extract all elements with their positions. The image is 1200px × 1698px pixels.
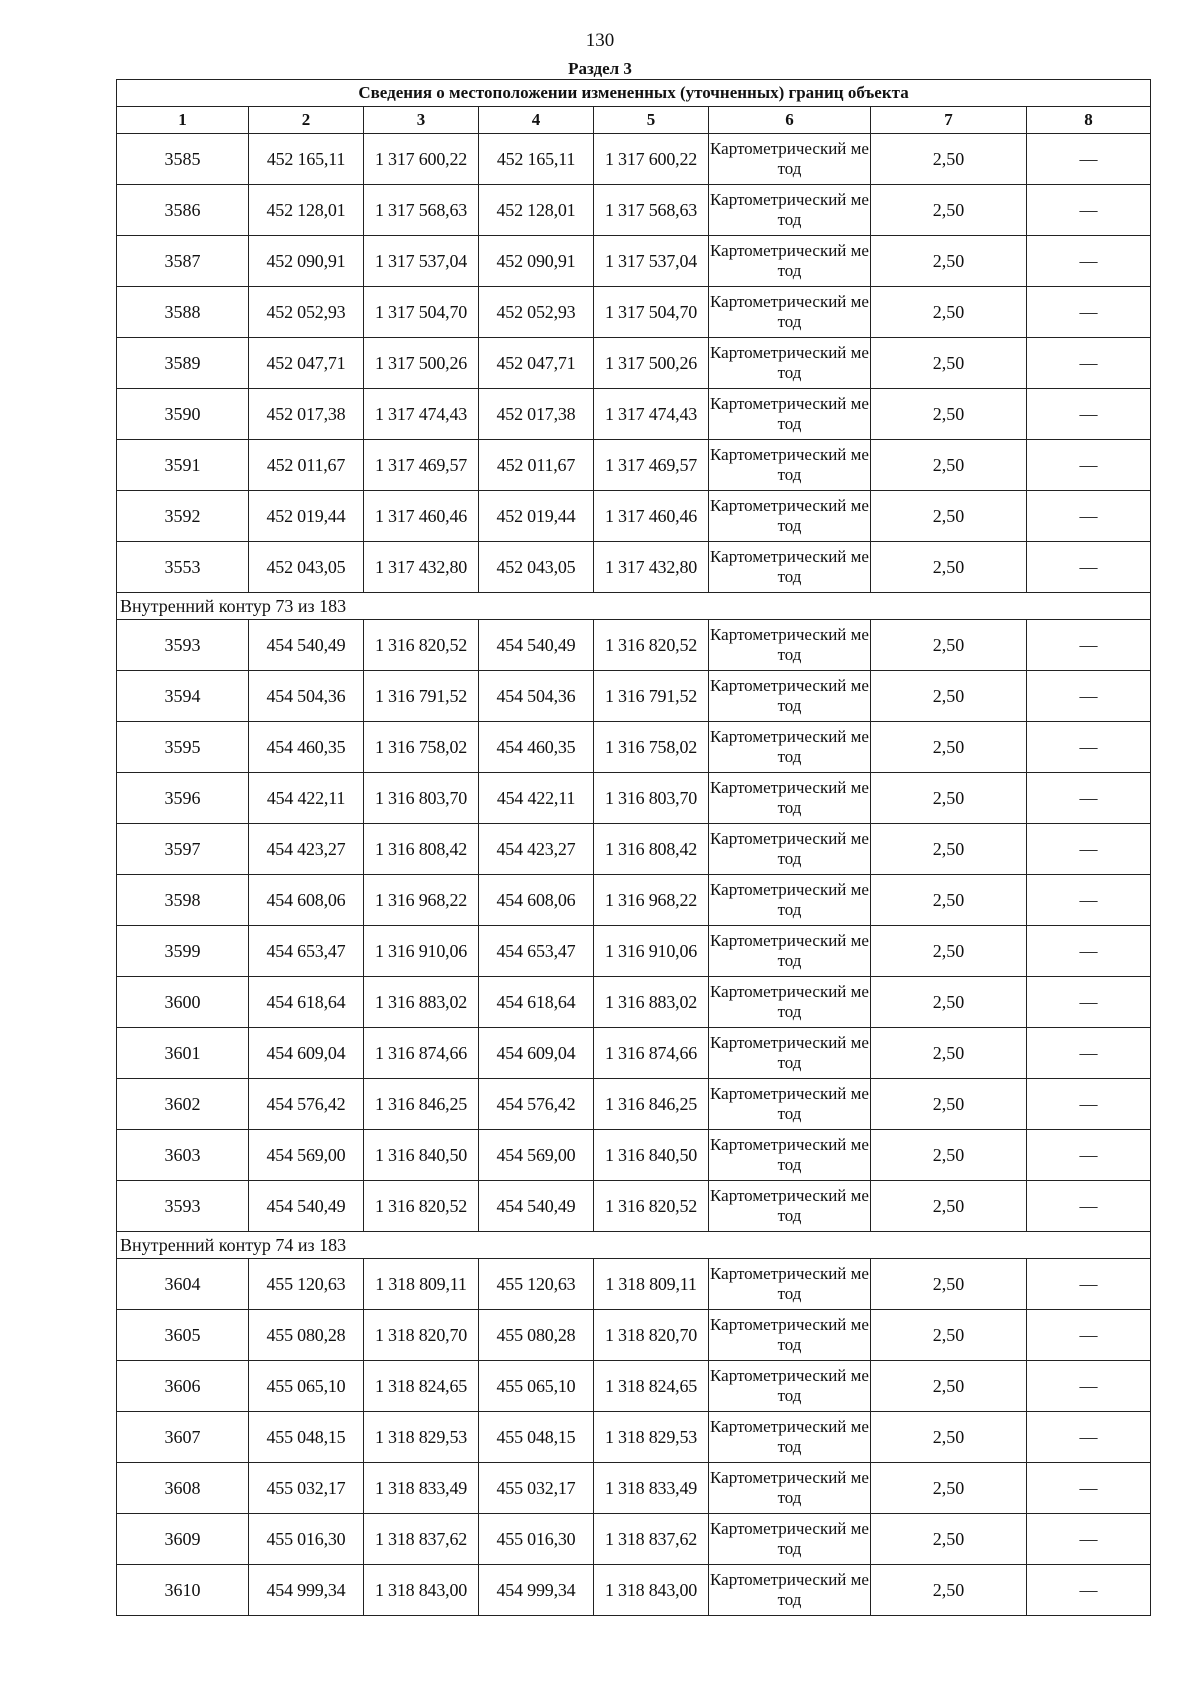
accuracy: 2,50 bbox=[871, 491, 1027, 542]
x-coordinate-new: 454 608,06 bbox=[479, 875, 594, 926]
point-number: 3586 bbox=[117, 185, 249, 236]
y-coordinate-existing: 1 317 537,04 bbox=[364, 236, 479, 287]
point-number: 3605 bbox=[117, 1310, 249, 1361]
x-coordinate-existing: 452 165,11 bbox=[249, 134, 364, 185]
x-coordinate-new: 454 609,04 bbox=[479, 1028, 594, 1079]
x-coordinate-new: 454 569,00 bbox=[479, 1130, 594, 1181]
table-row bbox=[117, 824, 1151, 875]
column-number-6: 6 bbox=[709, 107, 871, 134]
page-number: 130 bbox=[585, 30, 615, 51]
table-row bbox=[117, 926, 1151, 977]
point-number: 3592 bbox=[117, 491, 249, 542]
x-coordinate-new: 455 120,63 bbox=[479, 1259, 594, 1310]
description: — bbox=[1027, 1181, 1151, 1232]
table-row bbox=[117, 977, 1151, 1028]
point-number: 3593 bbox=[117, 620, 249, 671]
accuracy: 2,50 bbox=[871, 1310, 1027, 1361]
y-coordinate-new: 1 316 910,06 bbox=[594, 926, 709, 977]
determination-method: Картометрический метод bbox=[709, 1361, 871, 1412]
determination-method: Картометрический метод bbox=[709, 620, 871, 671]
y-coordinate-new: 1 316 840,50 bbox=[594, 1130, 709, 1181]
x-coordinate-new: 454 576,42 bbox=[479, 1079, 594, 1130]
accuracy: 2,50 bbox=[871, 1514, 1027, 1565]
y-coordinate-existing: 1 316 803,70 bbox=[364, 773, 479, 824]
table-row bbox=[117, 1079, 1151, 1130]
table-row bbox=[117, 542, 1151, 593]
x-coordinate-new: 454 504,36 bbox=[479, 671, 594, 722]
column-number-7: 7 bbox=[871, 107, 1027, 134]
accuracy: 2,50 bbox=[871, 1565, 1027, 1616]
x-coordinate-existing: 455 120,63 bbox=[249, 1259, 364, 1310]
accuracy: 2,50 bbox=[871, 671, 1027, 722]
description: — bbox=[1027, 389, 1151, 440]
x-coordinate-existing: 452 090,91 bbox=[249, 236, 364, 287]
x-coordinate-new: 452 128,01 bbox=[479, 185, 594, 236]
x-coordinate-new: 452 052,93 bbox=[479, 287, 594, 338]
accuracy: 2,50 bbox=[871, 236, 1027, 287]
description: — bbox=[1027, 1412, 1151, 1463]
y-coordinate-existing: 1 316 968,22 bbox=[364, 875, 479, 926]
x-coordinate-new: 454 540,49 bbox=[479, 1181, 594, 1232]
determination-method: Картометрический метод bbox=[709, 1130, 871, 1181]
contour-heading: Внутренний контур 73 из 183 bbox=[117, 593, 1151, 620]
accuracy: 2,50 bbox=[871, 1181, 1027, 1232]
determination-method: Картометрический метод bbox=[709, 491, 871, 542]
x-coordinate-existing: 454 540,49 bbox=[249, 1181, 364, 1232]
x-coordinate-existing: 455 080,28 bbox=[249, 1310, 364, 1361]
x-coordinate-new: 452 019,44 bbox=[479, 491, 594, 542]
y-coordinate-new: 1 317 537,04 bbox=[594, 236, 709, 287]
accuracy: 2,50 bbox=[871, 287, 1027, 338]
accuracy: 2,50 bbox=[871, 1079, 1027, 1130]
table-row bbox=[117, 338, 1151, 389]
y-coordinate-existing: 1 317 500,26 bbox=[364, 338, 479, 389]
contour-heading: Внутренний контур 74 из 183 bbox=[117, 1232, 1151, 1259]
y-coordinate-existing: 1 316 820,52 bbox=[364, 620, 479, 671]
section-title: Раздел 3 bbox=[568, 59, 632, 78]
accuracy: 2,50 bbox=[871, 440, 1027, 491]
determination-method: Картометрический метод bbox=[709, 134, 871, 185]
determination-method: Картометрический метод bbox=[709, 773, 871, 824]
table-row bbox=[117, 491, 1151, 542]
column-number-5: 5 bbox=[594, 107, 709, 134]
y-coordinate-existing: 1 316 910,06 bbox=[364, 926, 479, 977]
y-coordinate-new: 1 317 500,26 bbox=[594, 338, 709, 389]
y-coordinate-new: 1 318 837,62 bbox=[594, 1514, 709, 1565]
determination-method: Картометрический метод bbox=[709, 287, 871, 338]
table-row bbox=[117, 1361, 1151, 1412]
description: — bbox=[1027, 620, 1151, 671]
description: — bbox=[1027, 185, 1151, 236]
table-row bbox=[117, 1259, 1151, 1310]
table-row bbox=[117, 1130, 1151, 1181]
x-coordinate-new: 455 065,10 bbox=[479, 1361, 594, 1412]
table-row bbox=[117, 134, 1151, 185]
table-row bbox=[117, 236, 1151, 287]
table-row bbox=[117, 671, 1151, 722]
x-coordinate-existing: 452 052,93 bbox=[249, 287, 364, 338]
accuracy: 2,50 bbox=[871, 1259, 1027, 1310]
accuracy: 2,50 bbox=[871, 875, 1027, 926]
description: — bbox=[1027, 1310, 1151, 1361]
table-row bbox=[117, 1514, 1151, 1565]
point-number: 3593 bbox=[117, 1181, 249, 1232]
y-coordinate-existing: 1 317 460,46 bbox=[364, 491, 479, 542]
accuracy: 2,50 bbox=[871, 1463, 1027, 1514]
description: — bbox=[1027, 722, 1151, 773]
table-row bbox=[117, 1310, 1151, 1361]
point-number: 3603 bbox=[117, 1130, 249, 1181]
x-coordinate-new: 452 090,91 bbox=[479, 236, 594, 287]
column-number-1: 1 bbox=[117, 107, 249, 134]
y-coordinate-new: 1 317 469,57 bbox=[594, 440, 709, 491]
description: — bbox=[1027, 1079, 1151, 1130]
column-number-2: 2 bbox=[249, 107, 364, 134]
y-coordinate-existing: 1 316 846,25 bbox=[364, 1079, 479, 1130]
x-coordinate-existing: 454 608,06 bbox=[249, 875, 364, 926]
y-coordinate-existing: 1 318 809,11 bbox=[364, 1259, 479, 1310]
y-coordinate-new: 1 318 809,11 bbox=[594, 1259, 709, 1310]
description: — bbox=[1027, 1463, 1151, 1514]
y-coordinate-new: 1 317 504,70 bbox=[594, 287, 709, 338]
point-number: 3601 bbox=[117, 1028, 249, 1079]
x-coordinate-new: 454 423,27 bbox=[479, 824, 594, 875]
y-coordinate-new: 1 316 808,42 bbox=[594, 824, 709, 875]
y-coordinate-existing: 1 318 833,49 bbox=[364, 1463, 479, 1514]
x-coordinate-existing: 454 504,36 bbox=[249, 671, 364, 722]
accuracy: 2,50 bbox=[871, 1130, 1027, 1181]
y-coordinate-existing: 1 317 600,22 bbox=[364, 134, 479, 185]
y-coordinate-new: 1 316 791,52 bbox=[594, 671, 709, 722]
accuracy: 2,50 bbox=[871, 542, 1027, 593]
y-coordinate-existing: 1 316 874,66 bbox=[364, 1028, 479, 1079]
determination-method: Картометрический метод bbox=[709, 977, 871, 1028]
determination-method: Картометрический метод bbox=[709, 722, 871, 773]
description: — bbox=[1027, 134, 1151, 185]
accuracy: 2,50 bbox=[871, 722, 1027, 773]
point-number: 3606 bbox=[117, 1361, 249, 1412]
y-coordinate-existing: 1 316 840,50 bbox=[364, 1130, 479, 1181]
x-coordinate-existing: 455 048,15 bbox=[249, 1412, 364, 1463]
y-coordinate-new: 1 318 833,49 bbox=[594, 1463, 709, 1514]
x-coordinate-existing: 454 576,42 bbox=[249, 1079, 364, 1130]
description: — bbox=[1027, 1361, 1151, 1412]
table-row bbox=[117, 389, 1151, 440]
point-number: 3610 bbox=[117, 1565, 249, 1616]
y-coordinate-new: 1 317 432,80 bbox=[594, 542, 709, 593]
y-coordinate-new: 1 318 843,00 bbox=[594, 1565, 709, 1616]
point-number: 3591 bbox=[117, 440, 249, 491]
description: — bbox=[1027, 491, 1151, 542]
x-coordinate-existing: 452 011,67 bbox=[249, 440, 364, 491]
y-coordinate-existing: 1 318 843,00 bbox=[364, 1565, 479, 1616]
y-coordinate-new: 1 318 820,70 bbox=[594, 1310, 709, 1361]
point-number: 3588 bbox=[117, 287, 249, 338]
y-coordinate-existing: 1 318 837,62 bbox=[364, 1514, 479, 1565]
y-coordinate-new: 1 317 474,43 bbox=[594, 389, 709, 440]
x-coordinate-existing: 452 019,44 bbox=[249, 491, 364, 542]
description: — bbox=[1027, 1028, 1151, 1079]
point-number: 3595 bbox=[117, 722, 249, 773]
y-coordinate-existing: 1 317 504,70 bbox=[364, 287, 479, 338]
y-coordinate-new: 1 316 803,70 bbox=[594, 773, 709, 824]
determination-method: Картометрический метод bbox=[709, 236, 871, 287]
y-coordinate-new: 1 316 968,22 bbox=[594, 875, 709, 926]
table-row bbox=[117, 1028, 1151, 1079]
accuracy: 2,50 bbox=[871, 185, 1027, 236]
point-number: 3604 bbox=[117, 1259, 249, 1310]
x-coordinate-new: 454 540,49 bbox=[479, 620, 594, 671]
description: — bbox=[1027, 773, 1151, 824]
accuracy: 2,50 bbox=[871, 1361, 1027, 1412]
accuracy: 2,50 bbox=[871, 338, 1027, 389]
accuracy: 2,50 bbox=[871, 389, 1027, 440]
x-coordinate-existing: 455 065,10 bbox=[249, 1361, 364, 1412]
accuracy: 2,50 bbox=[871, 134, 1027, 185]
x-coordinate-existing: 454 618,64 bbox=[249, 977, 364, 1028]
x-coordinate-existing: 454 460,35 bbox=[249, 722, 364, 773]
table-row bbox=[117, 773, 1151, 824]
x-coordinate-new: 452 047,71 bbox=[479, 338, 594, 389]
point-number: 3598 bbox=[117, 875, 249, 926]
x-coordinate-new: 455 048,15 bbox=[479, 1412, 594, 1463]
point-number: 3585 bbox=[117, 134, 249, 185]
x-coordinate-existing: 452 128,01 bbox=[249, 185, 364, 236]
table-row bbox=[117, 620, 1151, 671]
description: — bbox=[1027, 1565, 1151, 1616]
x-coordinate-new: 452 017,38 bbox=[479, 389, 594, 440]
y-coordinate-existing: 1 317 568,63 bbox=[364, 185, 479, 236]
point-number: 3599 bbox=[117, 926, 249, 977]
determination-method: Картометрический метод bbox=[709, 542, 871, 593]
determination-method: Картометрический метод bbox=[709, 185, 871, 236]
x-coordinate-new: 452 011,67 bbox=[479, 440, 594, 491]
determination-method: Картометрический метод bbox=[709, 1310, 871, 1361]
y-coordinate-new: 1 316 883,02 bbox=[594, 977, 709, 1028]
table-row bbox=[117, 875, 1151, 926]
point-number: 3608 bbox=[117, 1463, 249, 1514]
x-coordinate-existing: 454 423,27 bbox=[249, 824, 364, 875]
description: — bbox=[1027, 1259, 1151, 1310]
column-number-row bbox=[117, 107, 1151, 134]
y-coordinate-new: 1 317 568,63 bbox=[594, 185, 709, 236]
y-coordinate-new: 1 316 758,02 bbox=[594, 722, 709, 773]
x-coordinate-existing: 454 999,34 bbox=[249, 1565, 364, 1616]
point-number: 3589 bbox=[117, 338, 249, 389]
x-coordinate-new: 452 165,11 bbox=[479, 134, 594, 185]
y-coordinate-existing: 1 317 432,80 bbox=[364, 542, 479, 593]
accuracy: 2,50 bbox=[871, 620, 1027, 671]
description: — bbox=[1027, 1514, 1151, 1565]
y-coordinate-existing: 1 316 791,52 bbox=[364, 671, 479, 722]
column-number-8: 8 bbox=[1027, 107, 1151, 134]
y-coordinate-new: 1 316 846,25 bbox=[594, 1079, 709, 1130]
x-coordinate-existing: 452 017,38 bbox=[249, 389, 364, 440]
determination-method: Картометрический метод bbox=[709, 1181, 871, 1232]
description: — bbox=[1027, 977, 1151, 1028]
y-coordinate-existing: 1 316 808,42 bbox=[364, 824, 479, 875]
y-coordinate-existing: 1 318 829,53 bbox=[364, 1412, 479, 1463]
y-coordinate-new: 1 317 600,22 bbox=[594, 134, 709, 185]
description: — bbox=[1027, 671, 1151, 722]
x-coordinate-existing: 454 609,04 bbox=[249, 1028, 364, 1079]
accuracy: 2,50 bbox=[871, 977, 1027, 1028]
x-coordinate-new: 455 080,28 bbox=[479, 1310, 594, 1361]
table-caption: Сведения о местоположении измененных (уточненных) границ объекта bbox=[117, 80, 1151, 107]
table-row bbox=[117, 1463, 1151, 1514]
determination-method: Картометрический метод bbox=[709, 1028, 871, 1079]
contour-heading-row bbox=[117, 1232, 1151, 1259]
determination-method: Картометрический метод bbox=[709, 671, 871, 722]
x-coordinate-existing: 454 569,00 bbox=[249, 1130, 364, 1181]
description: — bbox=[1027, 875, 1151, 926]
table-body bbox=[117, 134, 1151, 1616]
x-coordinate-new: 454 460,35 bbox=[479, 722, 594, 773]
determination-method: Картометрический метод bbox=[709, 1412, 871, 1463]
point-number: 3596 bbox=[117, 773, 249, 824]
y-coordinate-new: 1 316 874,66 bbox=[594, 1028, 709, 1079]
determination-method: Картометрический метод bbox=[709, 875, 871, 926]
point-number: 3553 bbox=[117, 542, 249, 593]
point-number: 3590 bbox=[117, 389, 249, 440]
contour-heading-row bbox=[117, 593, 1151, 620]
point-number: 3600 bbox=[117, 977, 249, 1028]
point-number: 3602 bbox=[117, 1079, 249, 1130]
determination-method: Картометрический метод bbox=[709, 1079, 871, 1130]
x-coordinate-existing: 454 653,47 bbox=[249, 926, 364, 977]
y-coordinate-new: 1 317 460,46 bbox=[594, 491, 709, 542]
y-coordinate-new: 1 316 820,52 bbox=[594, 1181, 709, 1232]
description: — bbox=[1027, 542, 1151, 593]
table-row bbox=[117, 1412, 1151, 1463]
y-coordinate-existing: 1 316 883,02 bbox=[364, 977, 479, 1028]
x-coordinate-new: 455 016,30 bbox=[479, 1514, 594, 1565]
y-coordinate-existing: 1 316 820,52 bbox=[364, 1181, 479, 1232]
determination-method: Картометрический метод bbox=[709, 1259, 871, 1310]
accuracy: 2,50 bbox=[871, 773, 1027, 824]
determination-method: Картометрический метод bbox=[709, 926, 871, 977]
x-coordinate-existing: 455 032,17 bbox=[249, 1463, 364, 1514]
x-coordinate-existing: 452 047,71 bbox=[249, 338, 364, 389]
description: — bbox=[1027, 338, 1151, 389]
y-coordinate-existing: 1 318 820,70 bbox=[364, 1310, 479, 1361]
x-coordinate-new: 454 999,34 bbox=[479, 1565, 594, 1616]
description: — bbox=[1027, 926, 1151, 977]
point-number: 3594 bbox=[117, 671, 249, 722]
x-coordinate-new: 455 032,17 bbox=[479, 1463, 594, 1514]
determination-method: Картометрический метод bbox=[709, 389, 871, 440]
determination-method: Картометрический метод bbox=[709, 338, 871, 389]
accuracy: 2,50 bbox=[871, 1028, 1027, 1079]
point-number: 3587 bbox=[117, 236, 249, 287]
column-number-4: 4 bbox=[479, 107, 594, 134]
y-coordinate-new: 1 318 824,65 bbox=[594, 1361, 709, 1412]
x-coordinate-new: 454 618,64 bbox=[479, 977, 594, 1028]
table-row bbox=[117, 440, 1151, 491]
table-row bbox=[117, 185, 1151, 236]
y-coordinate-existing: 1 317 474,43 bbox=[364, 389, 479, 440]
point-number: 3607 bbox=[117, 1412, 249, 1463]
table-row bbox=[117, 722, 1151, 773]
point-number: 3609 bbox=[117, 1514, 249, 1565]
table-row bbox=[117, 287, 1151, 338]
accuracy: 2,50 bbox=[871, 1412, 1027, 1463]
x-coordinate-new: 454 422,11 bbox=[479, 773, 594, 824]
determination-method: Картометрический метод bbox=[709, 1565, 871, 1616]
column-number-3: 3 bbox=[364, 107, 479, 134]
description: — bbox=[1027, 824, 1151, 875]
determination-method: Картометрический метод bbox=[709, 1514, 871, 1565]
x-coordinate-existing: 454 422,11 bbox=[249, 773, 364, 824]
y-coordinate-new: 1 316 820,52 bbox=[594, 620, 709, 671]
x-coordinate-new: 454 653,47 bbox=[479, 926, 594, 977]
description: — bbox=[1027, 440, 1151, 491]
x-coordinate-existing: 454 540,49 bbox=[249, 620, 364, 671]
determination-method: Картометрический метод bbox=[709, 1463, 871, 1514]
y-coordinate-existing: 1 318 824,65 bbox=[364, 1361, 479, 1412]
y-coordinate-existing: 1 317 469,57 bbox=[364, 440, 479, 491]
table-row bbox=[117, 1565, 1151, 1616]
determination-method: Картометрический метод bbox=[709, 440, 871, 491]
y-coordinate-existing: 1 316 758,02 bbox=[364, 722, 479, 773]
x-coordinate-existing: 452 043,05 bbox=[249, 542, 364, 593]
determination-method: Картометрический метод bbox=[709, 824, 871, 875]
point-number: 3597 bbox=[117, 824, 249, 875]
x-coordinate-new: 452 043,05 bbox=[479, 542, 594, 593]
x-coordinate-existing: 455 016,30 bbox=[249, 1514, 364, 1565]
table-row bbox=[117, 1181, 1151, 1232]
description: — bbox=[1027, 1130, 1151, 1181]
description: — bbox=[1027, 287, 1151, 338]
y-coordinate-new: 1 318 829,53 bbox=[594, 1412, 709, 1463]
boundary-table bbox=[116, 79, 1151, 1616]
accuracy: 2,50 bbox=[871, 926, 1027, 977]
accuracy: 2,50 bbox=[871, 824, 1027, 875]
description: — bbox=[1027, 236, 1151, 287]
